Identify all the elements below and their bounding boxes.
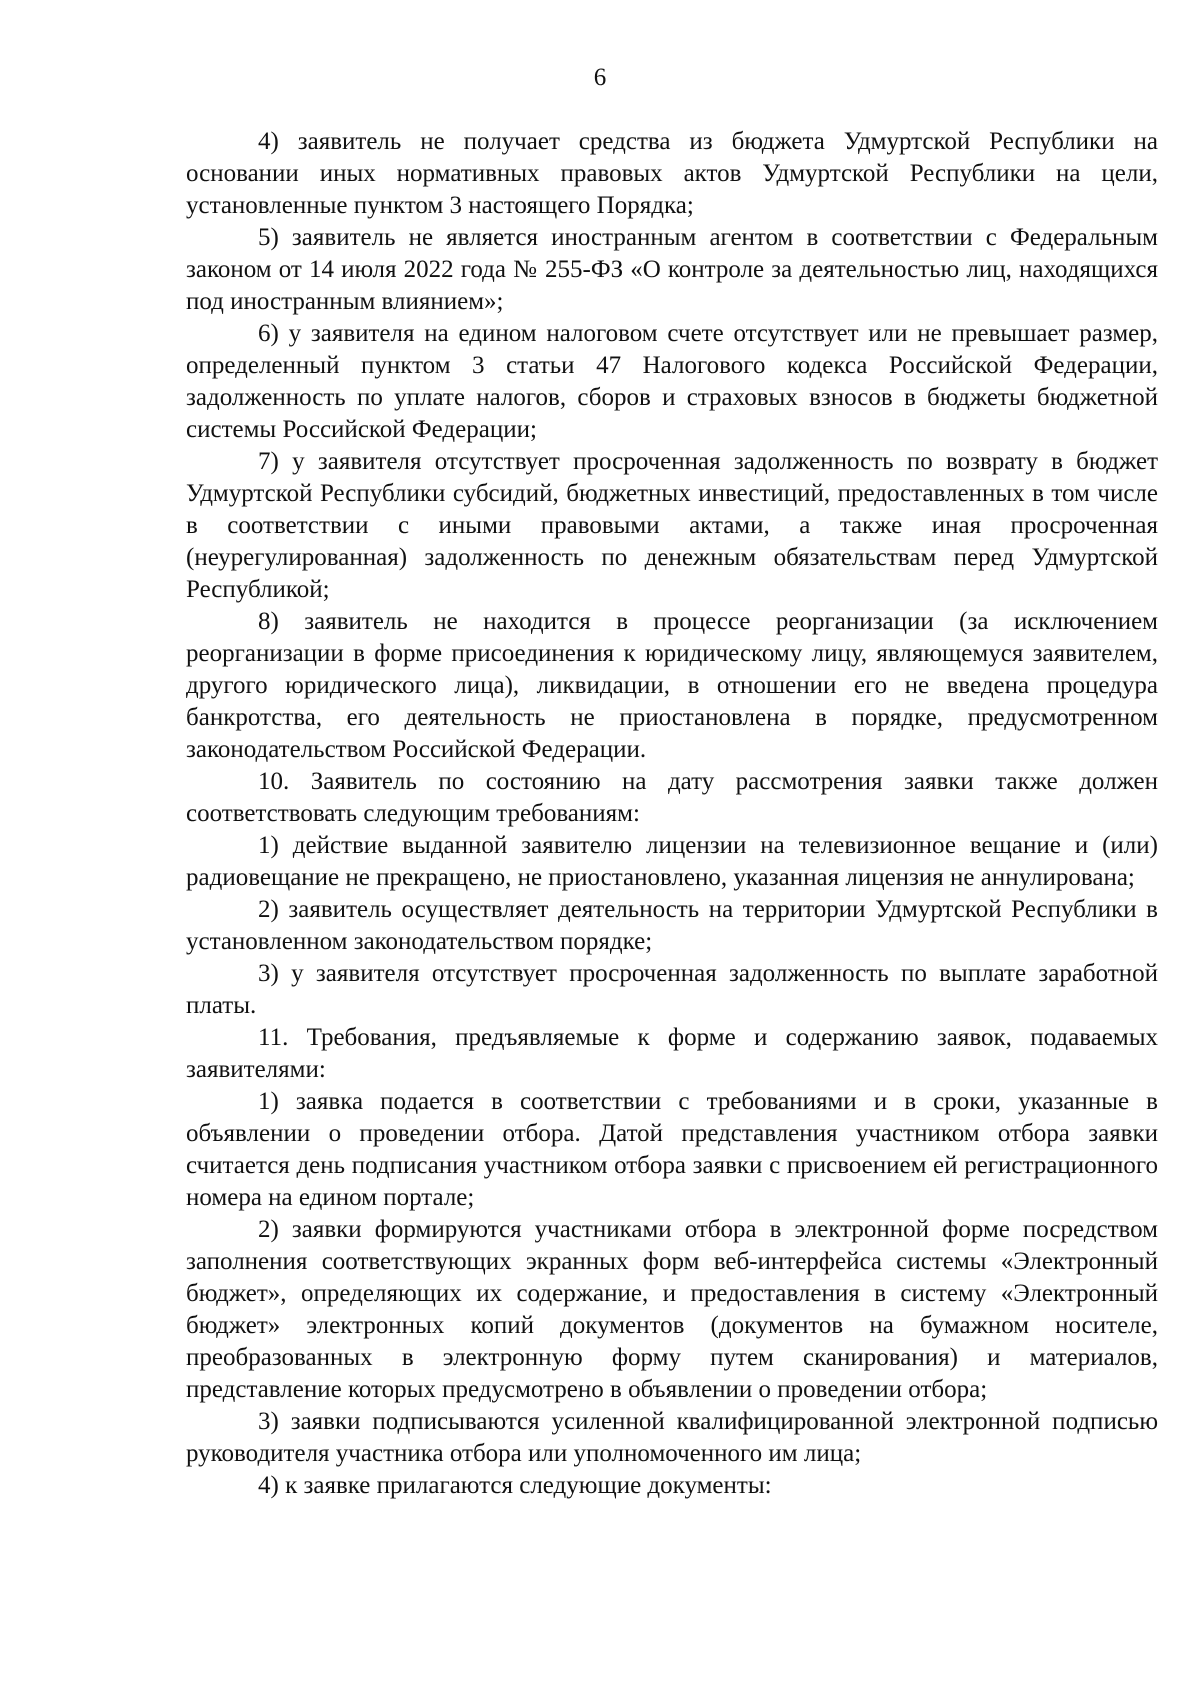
paragraph-clause-11-item-1: 1) заявка подается в соответствии с требованиями и в сроки, указанные в объявлении о проведении отбора. Датой представления участником отбора заявки считается день подписания участником отбора заявки с присвоением ей регистрационного номера на едином портале; (186, 1088, 1158, 1211)
paragraph-clause-11: 11. Требования, предъявляемые к форме и содержанию заявок, подаваемых заявителями: (186, 1024, 1158, 1083)
paragraph-item-8: 8) заявитель не находится в процессе реорганизации (за исключением реорганизации в форме присоединения к юридическому лицу, являющемуся заявителем, другого юридического лица), ликвидации, в отношении его не введена процедура банкротства, его деятельность не приостановлена в порядке, предусмотренном законодательством Российской Федерации. (186, 608, 1158, 763)
paragraph-clause-10-item-2: 2) заявитель осуществляет деятельность на территории Удмуртской Республики в установленном законодательством порядке; (186, 896, 1158, 955)
paragraph-clause-10-item-3: 3) у заявителя отсутствует просроченная задолженность по выплате заработной платы. (186, 960, 1158, 1019)
paragraph-clause-11-item-4: 4) к заявке прилагаются следующие документы: (258, 1472, 772, 1499)
paragraph-item-6: 6) у заявителя на едином налоговом счете отсутствует или не превышает размер, определенный пунктом 3 статьи 47 Налогового кодекса Российской Федерации, задолженность по уплате налогов, сборов и страховых взносов в бюджеты бюджетной системы Российской Федерации; (186, 320, 1158, 443)
paragraph-clause-11-item-2: 2) заявки формируются участниками отбора в электронной форме посредством заполнения соответствующих экранных форм веб-интерфейса системы «Электронный бюджет», определяющих их содержание, и предоставления в систему «Электронный бюджет» электронных копий документов (документов на бумажном носителе, преобразованных в электронную форму путем сканирования) и материалов, представление которых предусмотрено в объявлении о проведении отбора; (186, 1216, 1158, 1403)
paragraph-item-7: 7) у заявителя отсутствует просроченная задолженность по возврату в бюджет Удмуртской Республики субсидий, бюджетных инвестиций, предоставленных в том числе в соответствии с иными правовыми актами, а также иная просроченная (неурегулированная) задолженность по денежным обязательствам перед Удмуртской Республикой; (186, 448, 1158, 603)
paragraph-item-4: 4) заявитель не получает средства из бюджета Удмуртской Республики на основании иных нормативных правовых актов Удмуртской Республики на цели, установленные пунктом 3 настоящего Порядка; (186, 128, 1158, 219)
paragraph-clause-10: 10. Заявитель по состоянию на дату рассмотрения заявки также должен соответствовать следующим требованиям: (186, 768, 1158, 827)
paragraph-item-5: 5) заявитель не является иностранным агентом в соответствии с Федеральным законом от 14 июля 2022 года № 255-ФЗ «О контроле за деятельностью лиц, находящихся под иностранным влиянием»; (186, 224, 1158, 315)
paragraph-clause-11-item-3: 3) заявки подписываются усиленной квалифицированной электронной подписью руководителя участника отбора или уполномоченного им лица; (186, 1408, 1158, 1467)
page-number: 6 (593, 64, 607, 91)
paragraph-clause-10-item-1: 1) действие выданной заявителю лицензии на телевизионное вещание и (или) радиовещание не прекращено, не приостановлено, указанная лицензия не аннулирована; (186, 832, 1158, 891)
document-body (186, 126, 1158, 1502)
